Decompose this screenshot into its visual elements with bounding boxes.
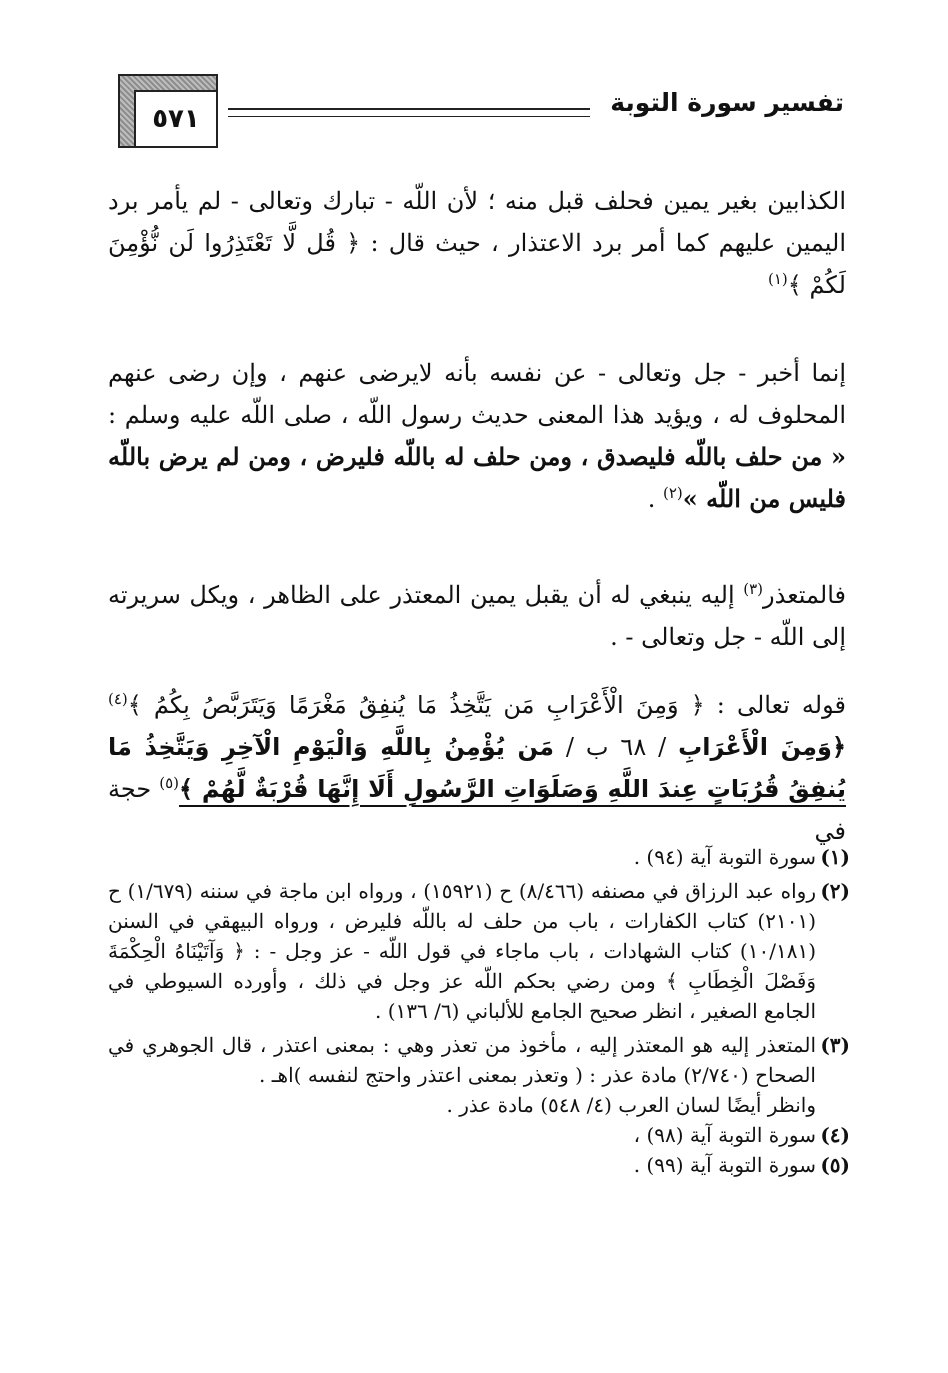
footnote-2 — [108, 876, 850, 1026]
footnote-number: (٢) — [820, 879, 850, 903]
footnote-text: سورة التوبة آية (٩٤) . — [633, 845, 816, 869]
footnote-ref-4: (٤) — [108, 690, 128, 708]
footnote-3 — [108, 1030, 850, 1090]
header-rule — [228, 108, 590, 117]
footnote-number: (١) — [820, 845, 850, 869]
paragraph-2 — [108, 352, 846, 520]
footnotes — [108, 842, 850, 1180]
footnote-text: سورة التوبة آية (٩٨) ، — [633, 1123, 816, 1147]
paragraph-2-end: . — [647, 485, 656, 513]
footnote-5 — [108, 1150, 850, 1180]
page-number-frame — [134, 90, 218, 148]
footnote-text: رواه عبد الرزاق في مصنفه (٨/٤٦٦) ح (١٥٩٢١) ، ورواه ابن ماجة في سننه (١/٦٧٩) ح (٢١٠١) كتاب الكفارات ، باب من حلف له باللّه فليرض ، ورواه البيهقي في السنن (١٠/١٨١) كتاب الشهادات ، باب ماجاء في قول اللّه - عز وجل - : ﴿ وَآتَيْنَاهُ الْحِكْمَةَ وَفَصْلَ الْخِطَابِ ﴾ ومن رضي بحكم اللّه عز وجل في ذلك ، وأورده السيوطي في الجامع الصغير ، انظر صحيح الجامع للألباني (٦/ ١٣٦) . — [108, 879, 816, 1023]
quran-verse-3-end: يُنفِقُ قُرُبَاتٍ عِندَ اللَّهِ وَصَلَوَاتِ الرَّسُولِ أَلَا إِنَّهَا قُرْبَةٌ لَّهُمْ ﴾ — [179, 775, 846, 803]
paragraph-4-intro: قوله تعالى : — [716, 691, 846, 719]
paragraph-4 — [108, 684, 846, 852]
paragraph-4-end: حجة في — [108, 775, 846, 845]
paragraph-2-text: إنما أخبر - جل وتعالى - عن نفسه بأنه لايرضى عنهم ، وإن رضى عنهم المحلوف له ، ويؤيد هذا المعنى حديث رسول اللّه ، صلى اللّه عليه وسلم : — [108, 359, 846, 429]
paragraph-3-text: إليه ينبغي له أن يقبل يمين المعتذر على الظاهر ، ويكل سريرته إلى اللّه - جل وتعالى - . — [108, 581, 846, 651]
hadith-text: « من حلف باللّه فليصدق ، ومن حلف له باللّه فليرض ، ومن لم يرض باللّه فليس من اللّه » — [108, 442, 846, 513]
footnote-4 — [108, 1120, 850, 1150]
footnote-1 — [108, 842, 850, 872]
paragraph-1-text: الكذابين بغير يمين فحلف قبل منه ؛ لأن اللّه - تبارك وتعالى - لم يأمر برد اليمين عليهم كما أمر برد الاعتذار ، حيث قال : — [108, 187, 847, 257]
quran-verse-1: ﴿ قُل لَّا تَعْتَذِرُوا لَن نُّؤْمِنَ لَكُمْ ﴾ — [108, 229, 846, 299]
footnote-ref-1: (١) — [767, 270, 788, 288]
page-number: ٥٧١ — [152, 104, 200, 134]
quran-verse-3-start: ﴿وَمِنَ الْأَعْرَابِ — [678, 733, 847, 761]
footnote-ref-5: (٥) — [159, 774, 180, 792]
footnote-number: (٥) — [820, 1153, 850, 1177]
quran-verse-3-middle: مَن يُؤْمِنُ بِاللَّهِ وَالْيَوْمِ الْآخِرِ وَيَتَّخِذُ مَا — [108, 733, 554, 761]
footnote-number: (٤) — [820, 1123, 850, 1147]
footnote-number: (٣) — [820, 1033, 850, 1057]
running-title: تفسير سورة التوبة — [610, 88, 844, 117]
page-number-box — [118, 74, 218, 148]
footnote-text: المتعذر إليه هو المعتذر إليه ، مأخوذ من تعذر وهي : بمعنى اعتذر ، قال الجوهري في الصحاح (٢/٧٤٠) مادة عذر : ( وتعذر بمعنى اعتذر واحتج لنفسه )اهـ . — [108, 1033, 816, 1087]
footnote-ref-3: (٣) — [743, 580, 764, 598]
paragraph-3 — [108, 574, 846, 658]
manuscript-folio-marker: / ٦٨ ب / — [565, 733, 667, 761]
quran-verse-2: ﴿ وَمِنَ الْأَعْرَابِ مَن يَتَّخِذُ مَا يُنفِقُ مَغْرَمًا وَيَتَرَبَّصُ بِكُمُ ﴾ — [127, 691, 705, 719]
paragraph-3-lead: فالمتعذر — [763, 581, 846, 609]
footnote-3-continued — [108, 1090, 850, 1120]
paragraph-1 — [108, 180, 846, 306]
footnote-ref-2: (٢) — [662, 484, 683, 502]
footnote-text: وانظر أيضًا لسان العرب (٤/ ٥٤٨) مادة عذر . — [446, 1093, 816, 1117]
footnote-text: سورة التوبة آية (٩٩) . — [633, 1153, 816, 1177]
